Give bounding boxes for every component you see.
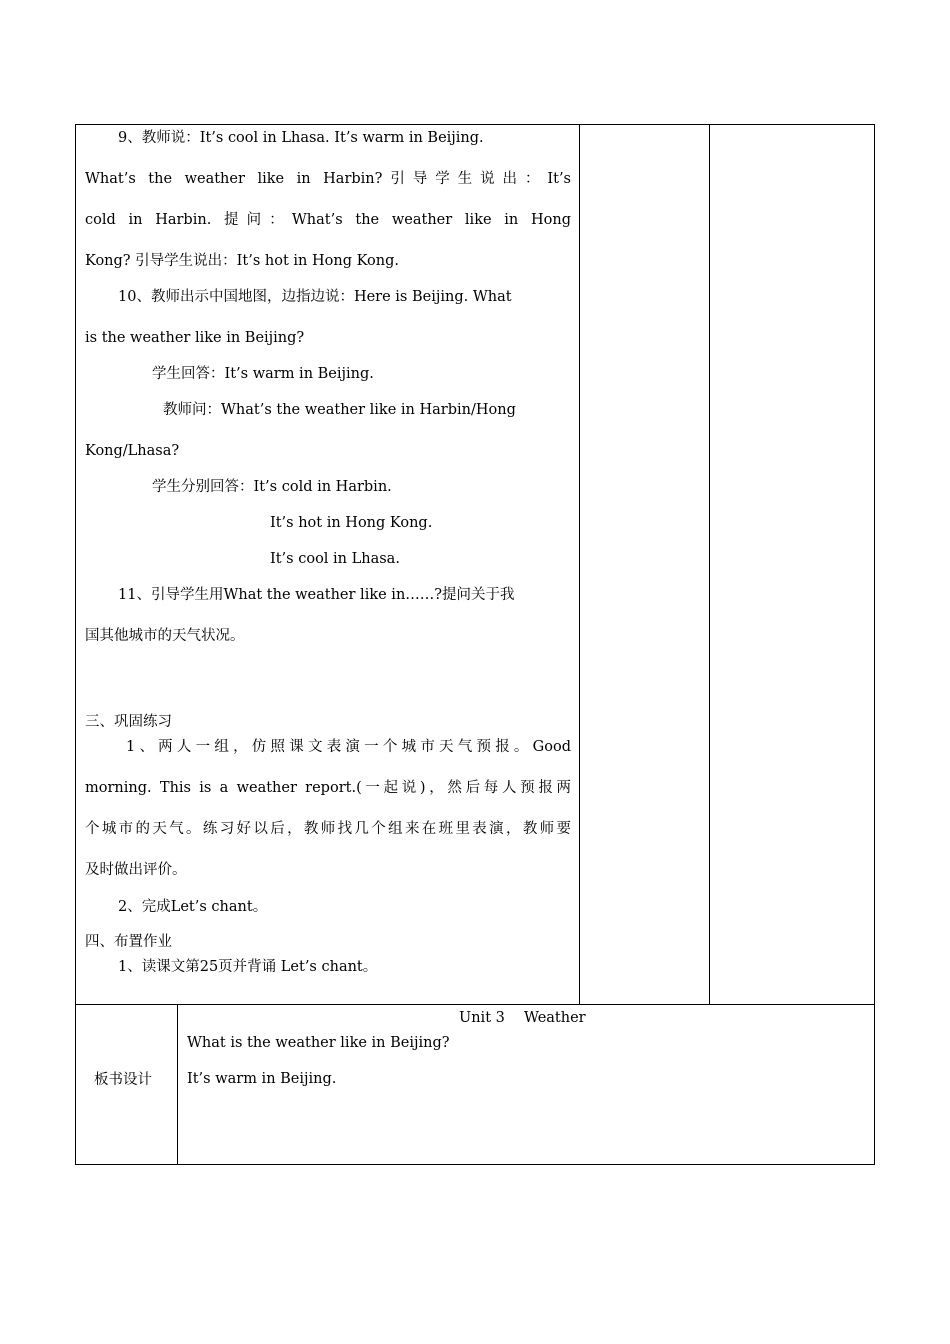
student-answer-hot: It’s hot in Hong Kong. — [270, 515, 433, 531]
table-top-border — [75, 124, 875, 125]
step-11-line-1: 11、引导学生用What the weather like in……?提问关于我 — [118, 587, 515, 603]
step-11-line-2: 国其他城市的天气状况。 — [85, 628, 245, 644]
practice-1-line-2: morning. This is a weather report.(一起说)，然后每人预报两 — [85, 780, 571, 796]
board-question: What is the weather like in Beijing? — [187, 1035, 450, 1051]
step-9-line-3: cold in Harbin. 提问：What’s the weather like in Hong — [85, 212, 571, 228]
practice-1-line-1: 1、两人一组，仿照课文表演一个城市天气预报。Good — [126, 739, 571, 755]
section-3-heading: 三、巩固练习 — [85, 714, 172, 730]
table-left-border — [75, 124, 76, 1165]
table-right-border — [874, 124, 875, 1165]
step-10-line-2: is the weather like in Beijing? — [85, 330, 305, 346]
practice-2: 2、完成Let’s chant。 — [118, 899, 268, 915]
student-answer-cold: 学生分别回答：It’s cold in Harbin. — [152, 479, 392, 495]
step-10-line-1: 10、教师出示中国地图，边指边说：Here is Beijing. What — [118, 289, 512, 305]
step-9-line-2: What’s the weather like in Harbin?引导学生说出：It’s — [85, 171, 571, 187]
practice-1-line-4: 及时做出评价。 — [85, 862, 187, 878]
table-middle-border — [75, 1004, 875, 1005]
teacher-question-cont: Kong/Lhasa? — [85, 443, 180, 459]
student-answer-1: 学生回答：It’s warm in Beijing. — [152, 366, 374, 382]
board-answer: It’s warm in Beijing. — [187, 1071, 337, 1087]
board-title: Unit 3 Weather — [459, 1010, 586, 1026]
step-9-line-1: 9、教师说：It’s cool in Lhasa. It’s warm in Beijing. — [118, 130, 484, 146]
board-design-label: 板书设计 — [94, 1072, 152, 1088]
student-answer-cool: It’s cool in Lhasa. — [270, 551, 400, 567]
practice-1-line-3: 个城市的天气。练习好以后，教师找几个组来在班里表演，教师要 — [85, 821, 571, 837]
homework-1: 1、读课文第25页并背诵 Let’s chant。 — [118, 959, 378, 975]
section-4-heading: 四、布置作业 — [85, 934, 172, 950]
teacher-question: 教师问：What’s the weather like in Harbin/Hong — [163, 402, 516, 418]
table-bottom-border — [75, 1164, 875, 1165]
column-divider-1 — [579, 124, 580, 1004]
board-label-divider — [177, 1004, 178, 1164]
column-divider-2 — [709, 124, 710, 1004]
step-9-line-4: Kong? 引导学生说出：It’s hot in Hong Kong. — [85, 253, 399, 269]
